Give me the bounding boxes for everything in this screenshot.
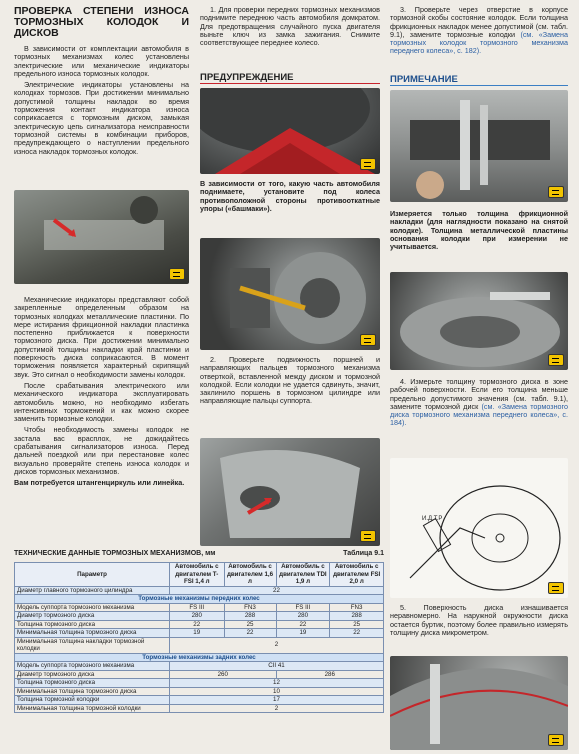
step-3-body: 3. Проверьте через отверстие в корпусе тормозной скобы состояние колодок. Если толщина фрикционных накладок менее допустимой (см. табл. 9.1), замените тормозные колодки <box>390 5 568 39</box>
table-row <box>15 704 384 713</box>
photo-brake-piston-check <box>200 238 380 350</box>
table-row <box>15 670 384 679</box>
camera-angle-icon <box>548 354 564 366</box>
photo-wheel-chock-art <box>200 88 380 174</box>
photo-caliper-inspection-art <box>200 438 380 546</box>
cell-value: 286 <box>276 670 383 679</box>
cell-value: 25 <box>224 620 276 629</box>
section-title: Тормозные механизмы передних колес <box>15 595 384 604</box>
cell-label: Минимальная толщина тормозной колодки <box>15 704 170 713</box>
table-header-row <box>15 563 384 587</box>
table-row <box>15 662 384 671</box>
step-4-link[interactable]: (см. «Замена тормозного диска тормозного механизма переднего колеса», с. 184). <box>390 401 568 428</box>
table-row <box>15 586 384 595</box>
paragraph-check: Чтобы необходимость замены колодок не застала вас врасплох, не дожидайтесь срабатывания сигнализаторов износа. Перед дальней поездкой или при перестановке колес визуально проверяйте степень износа колодок и дисков тормозных механизмов. <box>14 425 189 476</box>
header-col-2: Автомобиль с двигателем 1,6 л <box>224 563 276 587</box>
photo-disc-lip-art <box>390 656 568 750</box>
photo-pad-measure-art <box>390 90 568 202</box>
camera-angle-icon <box>360 158 376 170</box>
cell-label: Толщина тормозной колодки <box>15 696 170 705</box>
cell-value: 19 <box>170 629 225 638</box>
step-2-text: 2. Проверьте подвижность поршней и направляющих пальцев тормозного механизма отверткой, вставленной между диском и тормозной колодкой. Если колодки не удается сдвинуть, значит, заклинило поршень в тормозном цилиндре или направляющие пальцы суппорта. <box>200 355 380 406</box>
cell-value: 19 <box>276 629 330 638</box>
step-4-body: 4. Измерьте толщину тормозного диска в зоне рабочей поверхности. Если его толщина меньше предельно допустимого значения (см. табл. 9.1), замените тормозной диск <box>390 377 568 411</box>
note-body: Измеряется только толщина фрикционной накладки (для наглядности показано на снятой колодке). Толщина металлической пластины основания колодки при измерении не учитывается. <box>390 209 568 252</box>
photo-electric-indicator <box>14 190 189 284</box>
cell-label: Минимальная толщина тормозного диска <box>15 687 170 696</box>
step-4-text <box>390 378 568 428</box>
photo-caliper-inspection <box>200 438 380 546</box>
column-right-lower <box>390 604 568 640</box>
drawing-disc-micrometer <box>390 458 568 598</box>
step-5-text: 5. Поверхность диска изнашивается неравномерно. На наружной окружности диска остается буртик, поэтому более правильно измерять толщину диска микрометром. <box>390 603 568 637</box>
step-3-link[interactable]: (см. «Замена тормозных колодок тормозного механизма переднего колеса», с. 182). <box>390 29 569 56</box>
brake-specs-table <box>14 562 384 713</box>
paragraph-electric: Электрические индикаторы установлены на колодках тормозов. При достижении минимально допустимой толщины накладок во время торможения контакт индикатора износа соприкасается с тормозным диском, замыкая электрическую цепь сигнализатора неисправности тормозной системы в комбинации приборов, предупреждающего о наступлении предельного износа накладок тормозных колодок. <box>14 80 189 156</box>
warning-body: В зависимости от того, какую часть автомобиля поднимаете, установите под колеса противоположной стороны противооткатные упоры («башмаки»). <box>200 179 380 213</box>
note-text <box>390 210 568 254</box>
camera-angle-icon <box>360 530 376 542</box>
cell-label: Толщина тормозного диска <box>15 620 170 629</box>
warning-header: ПРЕДУПРЕЖДЕНИЕ <box>200 72 380 84</box>
cell-label: Модель суппорта тормозного механизма <box>15 662 170 671</box>
header-col-4: Автомобиль с двигателем FSI 2,0 л <box>330 563 384 587</box>
cell-value: FS III <box>170 603 225 612</box>
section-title: Тормозные механизмы задних колес <box>15 653 384 662</box>
cell-value: FN3 <box>224 603 276 612</box>
header-col-3: Автомобиль с двигателем TDI 1,9 л <box>276 563 330 587</box>
cell-label: Минимальная толщина накладки тормозной колодки <box>15 637 170 653</box>
column-right-middle <box>390 378 568 431</box>
cell-value: 280 <box>170 612 225 621</box>
table-row <box>15 679 384 688</box>
step-1-text: 1. Для проверки передних тормозных механизмов поднимите переднюю часть автомобиля домкратом. Для предотвращения случайного пуска двигателя выньте ключ из замка зажигания. Снимите соответствующее переднее колесо. <box>200 5 380 48</box>
cell-label: Минимальная толщина тормозного диска <box>15 629 170 638</box>
header-col-1: Автомобиль с двигателем T-FSI 1,4 л <box>170 563 225 587</box>
cell-value: FS III <box>276 603 330 612</box>
cell-value: 22 <box>170 586 384 595</box>
page-title: ПРОВЕРКА СТЕПЕНИ ИЗНОСА ТОРМОЗНЫХ КОЛОДОК И ДИСКОВ <box>14 5 189 39</box>
cell-value: 17 <box>170 696 384 705</box>
column-middle-lower <box>200 356 380 409</box>
cell-label: Модель суппорта тормозного механизма <box>15 603 170 612</box>
camera-angle-icon <box>360 334 376 346</box>
drawing-disc-micrometer-art <box>390 458 568 598</box>
cell-value: 22 <box>330 629 384 638</box>
cell-label: Диаметр тормозного диска <box>15 670 170 679</box>
table-row <box>15 687 384 696</box>
cell-label: Диаметр главного тормозного цилиндра <box>15 586 170 595</box>
cell-value: 22 <box>276 620 330 629</box>
paragraph-mechanical: Механические индикаторы представляют собой закрепленные определенным образом на тормозных колодках металлические пластинки. По мере истирания фрикционной накладки пластинка постепенно приближается к поверхности тормозного диска. При достижении минимально допустимой толщины накладки край пластинки и поверхность диска соприкасаются. В момент торможения появляется характерный скрипящий звук. Это сигнал о необходимости замены колодок. <box>14 295 189 379</box>
cell-label: Толщина тормозного диска <box>15 679 170 688</box>
table-row <box>15 629 384 638</box>
cell-value: 2 <box>170 637 384 653</box>
cell-value: 22 <box>224 629 276 638</box>
cell-value: 2 <box>170 704 384 713</box>
drawing-label: И.Д.Т.Р <box>422 516 443 522</box>
tools-required: Вам потребуется штангенциркуль или линейка. <box>14 478 185 488</box>
table-row <box>15 696 384 705</box>
column-left <box>14 6 189 159</box>
photo-disc-measure-art <box>390 272 568 370</box>
table-section-rear <box>15 653 384 662</box>
cell-value: FN3 <box>330 603 384 612</box>
camera-angle-icon <box>548 186 564 198</box>
photo-disc-lip <box>390 656 568 750</box>
paragraph-after-indicator: После срабатывания электрического или механического индикатора эксплуатировать автомобиль можно, но необходимо избегать интенсивных торможений и как можно скорее заменить тормозные колодки. <box>14 380 189 424</box>
photo-pad-measure <box>390 90 568 202</box>
cell-label: Диаметр тормозного диска <box>15 612 170 621</box>
cell-value: 12 <box>170 679 384 688</box>
table-row <box>15 620 384 629</box>
table-row <box>15 603 384 612</box>
cell-value: 288 <box>330 612 384 621</box>
photo-brake-piston-check-art <box>200 238 380 350</box>
cell-value: 10 <box>170 687 384 696</box>
photo-wheel-chock <box>200 88 380 174</box>
photo-disc-measure <box>390 272 568 370</box>
cell-value: 25 <box>330 620 384 629</box>
column-left-lower <box>14 296 189 491</box>
column-middle <box>200 6 380 50</box>
header-param: Параметр <box>15 563 170 587</box>
cell-value: 22 <box>170 620 225 629</box>
cell-value: 260 <box>170 670 277 679</box>
table-caption: ТЕХНИЧЕСКИЕ ДАННЫЕ ТОРМОЗНЫХ МЕХАНИЗМОВ, мм <box>14 550 216 557</box>
warning-text <box>200 180 380 216</box>
step-3-text <box>390 6 568 56</box>
table-section-front <box>15 595 384 604</box>
cell-value: 288 <box>224 612 276 621</box>
camera-angle-icon <box>169 268 185 280</box>
photo-electric-indicator-art <box>14 190 189 284</box>
table-number: Таблица 9.1 <box>343 550 384 557</box>
cell-value: CII 41 <box>170 662 384 671</box>
table-row <box>15 637 384 653</box>
note-header: ПРИМЕЧАНИЕ <box>390 74 568 86</box>
column-right <box>390 6 568 59</box>
camera-angle-icon <box>548 582 564 594</box>
paragraph-intro: В зависимости от комплектации автомобиля в тормозных механизмах колес установлены электрические или механические индикаторы предельного износа тормозных колодок. <box>14 44 189 78</box>
cell-value: 280 <box>276 612 330 621</box>
table-row <box>15 612 384 621</box>
camera-angle-icon <box>548 734 564 746</box>
table-caption-row <box>14 550 384 557</box>
